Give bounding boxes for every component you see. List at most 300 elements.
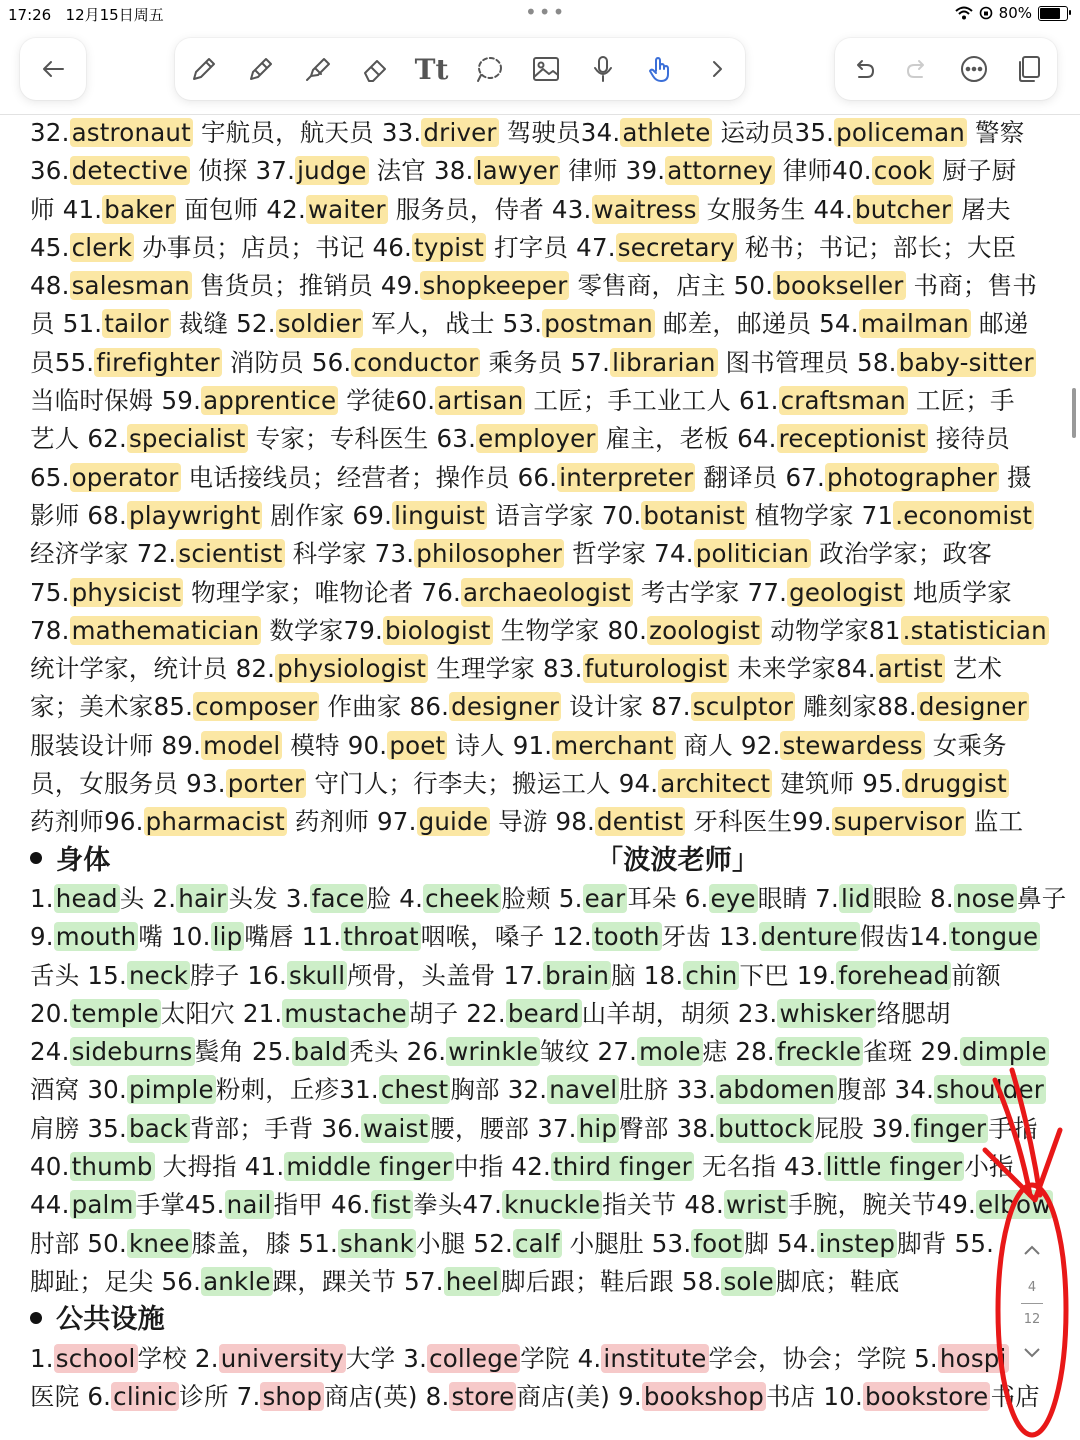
plain-text: 48.	[30, 271, 70, 301]
highlighted-word: guide	[418, 807, 489, 837]
plain-text: 假齿14.	[859, 922, 949, 952]
highlighted-word: composer	[195, 692, 318, 722]
highlighted-word: operator	[71, 462, 179, 492]
back-pill	[20, 38, 86, 100]
plain-text: 手腕，腕关节49.	[788, 1190, 976, 1220]
highlighted-word: receptionist	[778, 424, 926, 454]
highlighted-word: whisker	[779, 998, 875, 1028]
highlighted-word: shopkeeper	[422, 271, 568, 301]
highlighted-word: third finger	[552, 1152, 692, 1182]
plain-text: 员 51.	[30, 309, 103, 339]
plain-text: 脚 54.	[744, 1228, 817, 1258]
highlighted-word: postman	[544, 309, 653, 339]
highlighted-word: ear	[584, 883, 626, 913]
highlighted-word: bald	[293, 1037, 348, 1067]
status-right	[955, 4, 1068, 22]
highlighted-word: waiter	[307, 194, 386, 224]
highlighted-word: physicist	[71, 577, 182, 607]
plain-text: 服务员，侍者 43.	[387, 194, 592, 224]
highlighted-word: shank	[339, 1228, 415, 1258]
text-line	[30, 765, 1060, 803]
plain-text: 膝盖，膝 51.	[191, 1228, 338, 1258]
plain-text: 鼻子	[1017, 883, 1067, 913]
highlighted-word: head	[55, 883, 118, 913]
image-tool-button[interactable]	[524, 47, 568, 91]
plain-text: 零售商，店主 50.	[569, 271, 774, 301]
back-button[interactable]	[31, 47, 75, 91]
text-line	[30, 574, 1060, 612]
text-line	[30, 420, 1060, 458]
plain-text: 宇航员，航天员 33.	[192, 118, 422, 147]
highlighted-word: artisan	[437, 386, 524, 416]
highlighted-word: merchant	[554, 730, 674, 760]
text-line	[30, 114, 1060, 152]
highlighted-word: middle finger	[286, 1152, 453, 1182]
pencil-icon	[188, 53, 220, 85]
highlighted-word: palm	[71, 1190, 134, 1220]
plain-text: 无名指 43.	[693, 1152, 824, 1182]
plain-text: 嘴唇 11.	[244, 922, 342, 952]
plain-text: 艺术	[944, 654, 1003, 684]
plain-text: 驾驶员34.	[498, 118, 621, 147]
highlighted-word: sideburns	[71, 1037, 193, 1067]
plain-text: 粉刺，丘疹31.	[215, 1075, 379, 1105]
highlighted-word: apprentice	[203, 386, 337, 416]
highlighted-word: sculptor	[692, 692, 794, 722]
plain-text: 哲学家 74.	[564, 539, 694, 569]
plain-text: 腰，腰部 37.	[430, 1113, 577, 1143]
plain-text: 警察	[967, 118, 1025, 147]
plain-text: 脚底；鞋底	[775, 1266, 900, 1296]
highlighted-word: institute	[603, 1343, 707, 1373]
highlighted-word: sole	[723, 1266, 774, 1296]
plain-text: 作曲家 86.	[319, 692, 450, 722]
highlighted-word: knee	[128, 1228, 190, 1258]
highlighted-word: archaeologist	[463, 577, 631, 607]
text-line	[30, 1071, 1060, 1109]
highlighted-word: waist	[363, 1113, 429, 1143]
plain-text: 65.	[30, 462, 70, 492]
plain-text: 胸部 32.	[450, 1075, 548, 1105]
text-line	[30, 918, 1060, 956]
highlighted-word: driver	[423, 118, 497, 147]
occupations-section	[30, 114, 1060, 842]
plain-text: 75.	[30, 577, 70, 607]
highlighted-word: clinic	[113, 1381, 178, 1411]
highlighted-word: mustache	[284, 998, 407, 1028]
text-line	[30, 305, 1060, 343]
plain-text: 臀部 38.	[619, 1113, 717, 1143]
section-heading-public	[30, 1301, 1060, 1339]
plain-text: 经济学家 72.	[30, 539, 177, 569]
battery-icon	[1038, 6, 1068, 21]
plain-text: 导游 98.	[490, 807, 596, 837]
plain-text: 守门人；行李夫；搬运工人 94.	[306, 769, 659, 799]
plain-text: 统计学家，统计员 82.	[30, 654, 276, 684]
redo-icon	[902, 53, 934, 85]
highlighted-word: lid	[840, 883, 871, 913]
total-pages: 12	[1023, 1312, 1041, 1327]
plain-text: 政治学家；政客	[811, 539, 993, 569]
highlighted-word: college	[429, 1343, 519, 1373]
undo-icon	[847, 53, 879, 85]
plain-text: 9.	[30, 922, 54, 952]
plain-text: 牙齿 13.	[661, 922, 759, 952]
plain-text: 翻译员 67.	[695, 462, 826, 492]
scroll-indicator[interactable]	[1072, 388, 1076, 438]
plain-text: 动物学家81	[762, 615, 901, 645]
plain-text: 肩膀 35.	[30, 1113, 127, 1143]
highlighted-word: zoologist	[649, 615, 761, 645]
plain-text: 眼睑 8.	[872, 883, 954, 913]
plain-text: 雀斑 29.	[863, 1037, 961, 1067]
highlighted-word: dentist	[597, 807, 684, 837]
highlighted-word: buttock	[718, 1113, 813, 1143]
text-icon: Tt	[414, 52, 449, 86]
plain-text: 脖子 16.	[190, 960, 287, 990]
plain-text: 腹部 34.	[837, 1075, 935, 1105]
highlighted-word: mole	[639, 1037, 701, 1067]
highlighted-word: botanist	[643, 500, 745, 530]
plain-text: 语言学家 70.	[487, 500, 642, 530]
highlighted-word: calf	[514, 1228, 560, 1258]
plain-text: 面包师 42.	[176, 194, 306, 224]
plain-text: 书店 10.	[765, 1381, 863, 1411]
plain-text: 图书管理员 58.	[717, 347, 897, 377]
text-tool-button[interactable]	[410, 47, 454, 91]
plain-text: 脚后跟；鞋后跟 58.	[501, 1266, 722, 1296]
plain-text: 牙科医生99.	[685, 807, 832, 837]
text-line	[30, 803, 1060, 841]
highlighted-word: forehead	[838, 960, 950, 990]
eraser-tool-button[interactable]	[353, 47, 397, 91]
highlighted-word: neck	[128, 960, 189, 990]
actions-pill	[835, 38, 1057, 100]
plain-text: 1.	[30, 883, 54, 913]
plain-text: 中指 42.	[454, 1152, 551, 1182]
battery-percent: 80%	[998, 4, 1032, 22]
highlighted-word: nail	[226, 1190, 272, 1220]
plain-text: 学校 2.	[137, 1343, 219, 1373]
plain-text: 脑 18.	[611, 960, 684, 990]
pencil-2-icon	[245, 53, 277, 85]
highlighted-word: mathematician	[71, 615, 260, 645]
text-line	[30, 497, 1060, 535]
plain-text: 监工	[965, 807, 1024, 837]
page-separator	[1021, 1303, 1043, 1304]
plain-text: 影师 68.	[30, 500, 127, 530]
highlighted-word: supervisor	[833, 807, 964, 837]
plain-text: 邮差，邮递员 54.	[654, 309, 859, 339]
plain-text: 山羊胡，胡须 23.	[581, 998, 778, 1028]
plain-text: 生理学家 83.	[428, 654, 583, 684]
plain-text: 办事员；店员；书记 46.	[134, 232, 413, 262]
document-page[interactable]	[30, 114, 1067, 1416]
plain-text: 物理学家；唯物论者 76.	[183, 577, 462, 607]
highlighted-word: astronaut	[71, 118, 191, 147]
plain-text: 肚脐 33.	[619, 1075, 717, 1105]
plain-text: 电话接线员；经营者；操作员 66.	[180, 462, 558, 492]
plain-text: 咽喉，嗓子 12.	[420, 922, 592, 952]
text-line	[30, 459, 1060, 497]
highlighted-word: physiologist	[277, 654, 427, 684]
plain-text: 眼睛 7.	[757, 883, 839, 913]
highlighted-word: face	[311, 883, 365, 913]
highlighted-word: nose	[955, 883, 1016, 913]
text-line	[30, 191, 1060, 229]
more-button[interactable]	[952, 47, 996, 91]
plain-text: 40.	[30, 1152, 70, 1182]
status-date: 12月15日周五	[65, 6, 164, 24]
highlighted-word: shoulder	[936, 1075, 1045, 1105]
highlighted-word: craftsman	[780, 386, 906, 416]
highlighted-word: cheek	[425, 883, 500, 913]
bullet	[30, 1312, 42, 1324]
highlighted-word: chin	[685, 960, 738, 990]
plain-text: 剧作家 69.	[262, 500, 393, 530]
plain-text: 20.	[30, 998, 70, 1028]
public-facilities-section	[30, 1340, 1060, 1417]
plain-text: 小腿肚 53.	[561, 1228, 692, 1258]
highlighted-word: cook	[873, 156, 933, 186]
plain-text: 胡子 22.	[408, 998, 506, 1028]
plain-text: 诊所 7.	[179, 1381, 261, 1411]
highlighted-word: freckle	[776, 1037, 862, 1067]
highlighted-word: denture	[760, 922, 858, 952]
highlighted-word: model	[203, 730, 281, 760]
plain-text: 律师40.	[774, 156, 872, 186]
highlighted-word: wrist	[725, 1190, 787, 1220]
highlighted-word: policeman	[836, 118, 966, 147]
plain-text: 医院 6.	[30, 1381, 112, 1411]
plain-text: 艺人 62.	[30, 424, 127, 454]
hand-touch-icon	[644, 53, 676, 85]
text-line	[30, 344, 1060, 382]
text-line	[30, 612, 1060, 650]
plain-text: 模特 90.	[282, 730, 388, 760]
plain-text: 皱纹 27.	[540, 1037, 638, 1067]
text-line	[30, 535, 1060, 573]
multitasking-dots[interactable]: •••	[525, 0, 567, 24]
highlighted-word: back	[128, 1113, 188, 1143]
highlighted-word: poet	[389, 730, 446, 760]
plain-text: 商人 92.	[675, 730, 781, 760]
plain-text: 手指	[988, 1113, 1038, 1143]
arrow-left-icon	[37, 53, 69, 85]
mic-tool-button[interactable]	[581, 47, 625, 91]
plain-text: 侦探 37.	[190, 156, 296, 186]
highlighted-word: wrinkle	[448, 1037, 539, 1067]
plain-text: 背部；手背 36.	[189, 1113, 362, 1143]
highlighted-word: pimple	[128, 1075, 214, 1105]
plain-text: 45.	[30, 232, 70, 262]
text-line	[30, 267, 1060, 305]
plain-text: 考古学家 77.	[632, 577, 788, 607]
pages-button[interactable]	[1007, 47, 1051, 91]
highlighted-word: shop	[262, 1381, 323, 1411]
highlighted-word: biologist	[385, 615, 491, 645]
text-line	[30, 995, 1060, 1033]
highlighted-word: bookshop	[643, 1381, 764, 1411]
plain-text: 运动员35.	[712, 118, 835, 147]
plain-text: 摄	[998, 462, 1032, 492]
pen-tool-button[interactable]	[182, 47, 226, 91]
plain-text: 秃头 26.	[349, 1037, 447, 1067]
text-line	[30, 1378, 1060, 1416]
text-line	[30, 1110, 1060, 1148]
highlighted-word: artist	[877, 654, 943, 684]
highlighted-word: beard	[507, 998, 580, 1028]
highlighted-word: throat	[343, 922, 419, 952]
highlighted-word: ankle	[203, 1266, 271, 1296]
plain-text: 大学 3.	[345, 1343, 428, 1373]
highlighted-word: hospi	[939, 1343, 1007, 1373]
current-page: 4	[1027, 1280, 1037, 1295]
highlighted-word: little finger	[825, 1152, 963, 1182]
highlighted-word: designer	[451, 692, 560, 722]
teacher-label: 「波波老师」	[596, 844, 760, 876]
highlighted-word: soldier	[277, 309, 362, 339]
plain-text: 裁缝 52.	[170, 309, 276, 339]
highlighted-word: salesman	[71, 271, 191, 301]
plain-text: 书商；售书	[905, 271, 1038, 301]
highlighted-word: conductor	[353, 347, 479, 377]
plain-text: 师 41.	[30, 194, 103, 224]
plain-text: 建筑师 95.	[772, 769, 902, 799]
plain-text: 当临时保姆 59.	[30, 386, 202, 416]
pencil-tool-button[interactable]	[239, 47, 283, 91]
highlighted-word: .economist	[895, 500, 1033, 530]
highlighted-word: chest	[380, 1075, 449, 1105]
text-line	[30, 229, 1060, 267]
more-tools-button[interactable]	[695, 47, 739, 91]
highlighter-tool-button[interactable]	[296, 47, 340, 91]
plain-text: 酒窝 30.	[30, 1075, 127, 1105]
highlighted-word: mailman	[860, 309, 970, 339]
chevron-up-icon	[1019, 1238, 1045, 1264]
highlighted-word: store	[451, 1381, 515, 1411]
highlighted-word: foot	[693, 1228, 743, 1258]
highlighted-word: tailor	[104, 309, 169, 339]
highlighted-word: baby-sitter	[898, 347, 1034, 377]
highlighted-word: politician	[695, 539, 810, 569]
plain-text: 设计家 87.	[561, 692, 691, 722]
plain-text: 商店(英) 8.	[324, 1381, 450, 1411]
mic-icon	[587, 53, 619, 85]
chevron-down-icon	[1019, 1339, 1045, 1365]
plain-text: 下巴 19.	[739, 960, 837, 990]
highlighted-word: clerk	[71, 232, 133, 262]
highlighted-word: interpreter	[559, 462, 694, 492]
highlighted-word: heel	[445, 1266, 500, 1296]
plain-text: 售货员；推销员 49.	[192, 271, 421, 301]
plain-text: 雇主，老板 64.	[597, 424, 777, 454]
text-line	[30, 1033, 1060, 1071]
touch-tool-button[interactable]	[638, 47, 682, 91]
plain-text: 药剂师96.	[30, 807, 144, 837]
section-heading-body	[30, 842, 1060, 880]
plain-text: 大拇指 41.	[154, 1152, 285, 1182]
highlighted-word: lip	[212, 922, 243, 952]
highlighted-word: navel	[549, 1075, 618, 1105]
plain-text: 36.	[30, 156, 70, 186]
plain-text: 嘴 10.	[138, 922, 211, 952]
plain-text: 脸颊 5.	[501, 883, 583, 913]
highlighted-word: specialist	[128, 424, 246, 454]
highlighted-word: tooth	[593, 922, 660, 952]
highlighted-word: typist	[414, 232, 485, 262]
plain-text: 踝，踝关节 57.	[272, 1266, 444, 1296]
highlighted-word: bookseller	[775, 271, 904, 301]
text-line	[30, 1186, 1060, 1224]
plain-text: 邮递	[971, 309, 1029, 339]
highlighted-word: hair	[178, 883, 227, 913]
highlighted-word: tongue	[950, 922, 1039, 952]
text-line	[30, 1340, 1060, 1378]
plain-text: 打字员 47.	[486, 232, 616, 262]
plain-text: 太阳穴 21.	[160, 998, 283, 1028]
plain-text: 44.	[30, 1190, 70, 1220]
highlighted-word: thumb	[71, 1152, 153, 1182]
plain-text: 诗人 91.	[447, 730, 553, 760]
undo-button[interactable]	[841, 47, 885, 91]
plain-text: 痣 28.	[702, 1037, 775, 1067]
more-icon	[958, 53, 990, 85]
plain-text: 1.	[30, 1343, 54, 1373]
plain-text: 32.	[30, 118, 70, 147]
highlighted-word: skull	[288, 960, 346, 990]
plain-text: 员，女服务员 93.	[30, 769, 226, 799]
plain-text: 指关节 48.	[602, 1190, 724, 1220]
highlighted-word: futurologist	[584, 654, 728, 684]
prev-page-button[interactable]	[1019, 1238, 1045, 1264]
highlighted-word: scientist	[178, 539, 283, 569]
text-line	[30, 152, 1060, 190]
highlighted-word: employer	[478, 424, 596, 454]
highlighted-word: fist	[372, 1190, 412, 1220]
plain-text: 鬓角 25.	[194, 1037, 292, 1067]
plain-text: 指甲 46.	[273, 1190, 371, 1220]
next-page-button[interactable]	[1019, 1339, 1045, 1365]
plain-text: 工匠；手工业工人 61.	[525, 386, 779, 416]
pages-icon	[1013, 53, 1045, 85]
highlighted-word: instep	[818, 1228, 896, 1258]
highlighted-word: university	[220, 1343, 344, 1373]
plain-text: 未来学家84.	[729, 654, 876, 684]
plain-text: 脸 4.	[366, 883, 424, 913]
orientation-lock-icon	[979, 6, 993, 20]
status-bar	[0, 0, 1080, 28]
text-line	[30, 880, 1067, 918]
highlighted-word: dimple	[962, 1037, 1047, 1067]
plain-text: 律师 39.	[560, 156, 666, 186]
highlighted-word: butcher	[855, 194, 952, 224]
plain-text: 植物学家 71	[746, 500, 894, 530]
highlighted-word: photographer	[827, 462, 997, 492]
plain-text: 法官 38.	[368, 156, 474, 186]
highlighted-word: brain	[545, 960, 610, 990]
plain-text: 接待员	[927, 424, 1010, 454]
lasso-tool-button[interactable]	[467, 47, 511, 91]
plain-text: 工匠；手	[907, 386, 1015, 416]
bullet	[30, 852, 42, 864]
plain-text: 员55.	[30, 347, 95, 377]
text-line	[30, 1225, 1060, 1263]
highlighted-word: abdomen	[718, 1075, 836, 1105]
plain-text: 24.	[30, 1037, 70, 1067]
redo-button[interactable]	[896, 47, 940, 91]
plain-text: 屠夫	[953, 194, 1011, 224]
